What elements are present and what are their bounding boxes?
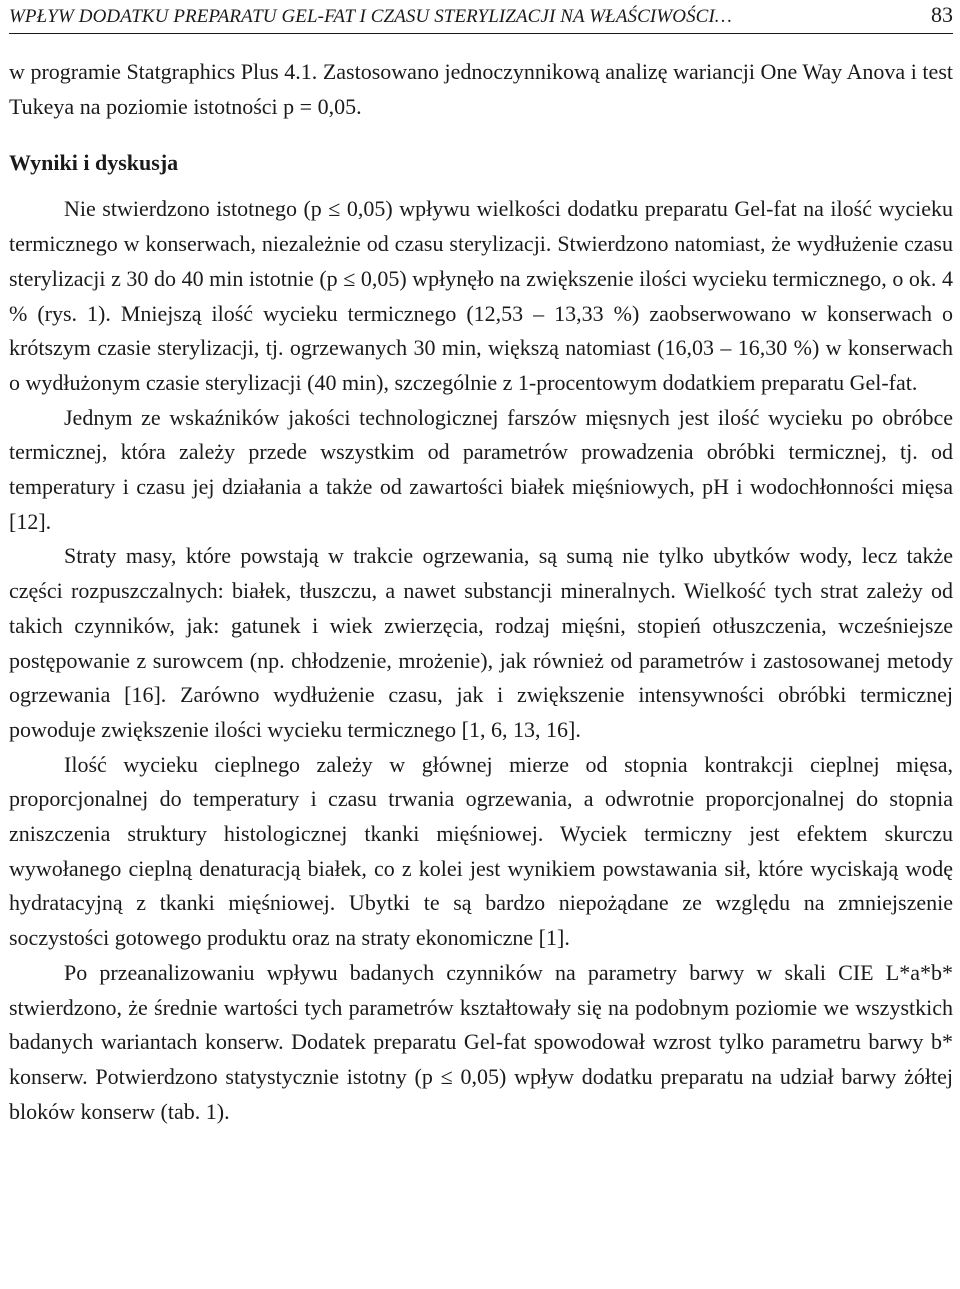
paragraph-1: Nie stwierdzono istotnego (p ≤ 0,05) wpływu wielkości dodatku preparatu Gel-fat na ilość wycieku termicznego w konserwach, niezależnie od czasu sterylizacji. Stwierdzono natomiast, że wydłużenie czasu sterylizacji z 30 do 40 min istotnie (p ≤ 0,05) wpłynęło na zwiększenie ilości wycieku termicznego, o ok. 4 % (rys. 1). Mniejszą ilość wycieku termicznego (12,53 – 13,33 %) zaobserwowano w konserwach o krótszym czasie sterylizacji, tj. ogrzewanych 30 min, większą natomiast (16,03 – 16,30 %) w konserwach o wydłużonym czasie sterylizacji (40 min), szczególnie z 1-procentowym dodatkiem preparatu Gel-fat.: [9, 196, 953, 395]
running-header: [9, 0, 953, 34]
body-text: [9, 55, 953, 1129]
intro-paragraph: w programie Statgraphics Plus 4.1. Zastosowano jednoczynnikową analizę wariancji One Way Anova i test Tukeya na poziomie istotności p = 0,05.: [9, 59, 953, 119]
paragraph-4: Ilość wycieku cieplnego zależy w głównej mierze od stopnia kontrakcji cieplnej mięsa, proporcjonalnej do temperatury i czasu trwania ogrzewania, a odwrotnie proporcjonalnej do stopnia zniszczenia struktury histologicznej tkanki mięśniowej. Wyciek termiczny jest efektem skurczu wywołanego cieplną denaturacją białek, co z kolei jest wynikiem powstawania sił, które wyciskają wodę hydratacyjną z tkanki mięśniowej. Ubytki te są bardzo niepożądane ze względu na zmniejszenie soczystości gotowego produktu oraz na straty ekonomiczne [1].: [9, 751, 953, 951]
document-page: [9, 0, 953, 1129]
paragraph-5: Po przeanalizowaniu wpływu badanych czynników na parametry barwy w skali CIE L*a*b* stwierdzono, że średnie wartości tych parametrów kształtowały się na podobnym poziomie we wszystkich badanych wariantach konserw. Dodatek preparatu Gel-fat spowodował wzrost tylko parametru barwy b* konserw. Potwierdzono statystycznie istotny (p ≤ 0,05) wpływ dodatku preparatu na udział barwy żółtej bloków konserw (tab. 1).: [9, 959, 953, 1124]
running-title: WPŁYW DODATKU PREPARATU GEL-FAT I CZASU STERYLIZACJI NA WŁAŚCIWOŚCI…: [9, 6, 732, 27]
page-number: 83: [931, 2, 953, 27]
paragraph-3: Straty masy, które powstają w trakcie ogrzewania, są sumą nie tylko ubytków wody, lecz także części rozpuszczalnych: białek, tłuszczu, a nawet substancji mineralnych. Wielkość tych strat zależy od takich czynników, jak: gatunek i wiek zwierzęcia, rodzaj mięśni, stopień otłuszczenia, wcześniejsze postępowanie z surowcem (np. chłodzenie, mrożenie), jak również od parametrów i zastosowanej metody ogrzewania [16]. Zarówno wydłużenie czasu, jak i zwiększenie intensywności obróbki termicznej powoduje zwiększenie ilości wycieku termicznego [1, 6, 13, 16].: [9, 543, 953, 742]
section-heading: Wyniki i dyskusja: [9, 150, 179, 176]
paragraph-2: Jednym ze wskaźników jakości technologicznej farszów mięsnych jest ilość wycieku po obróbce termicznej, która zależy przede wszystkim od parametrów prowadzenia obróbki termicznej, tj. od temperatury i czasu jej działania a także od zawartości białek mięśniowych, pH i wodochłonności mięsa [12].: [9, 404, 953, 534]
